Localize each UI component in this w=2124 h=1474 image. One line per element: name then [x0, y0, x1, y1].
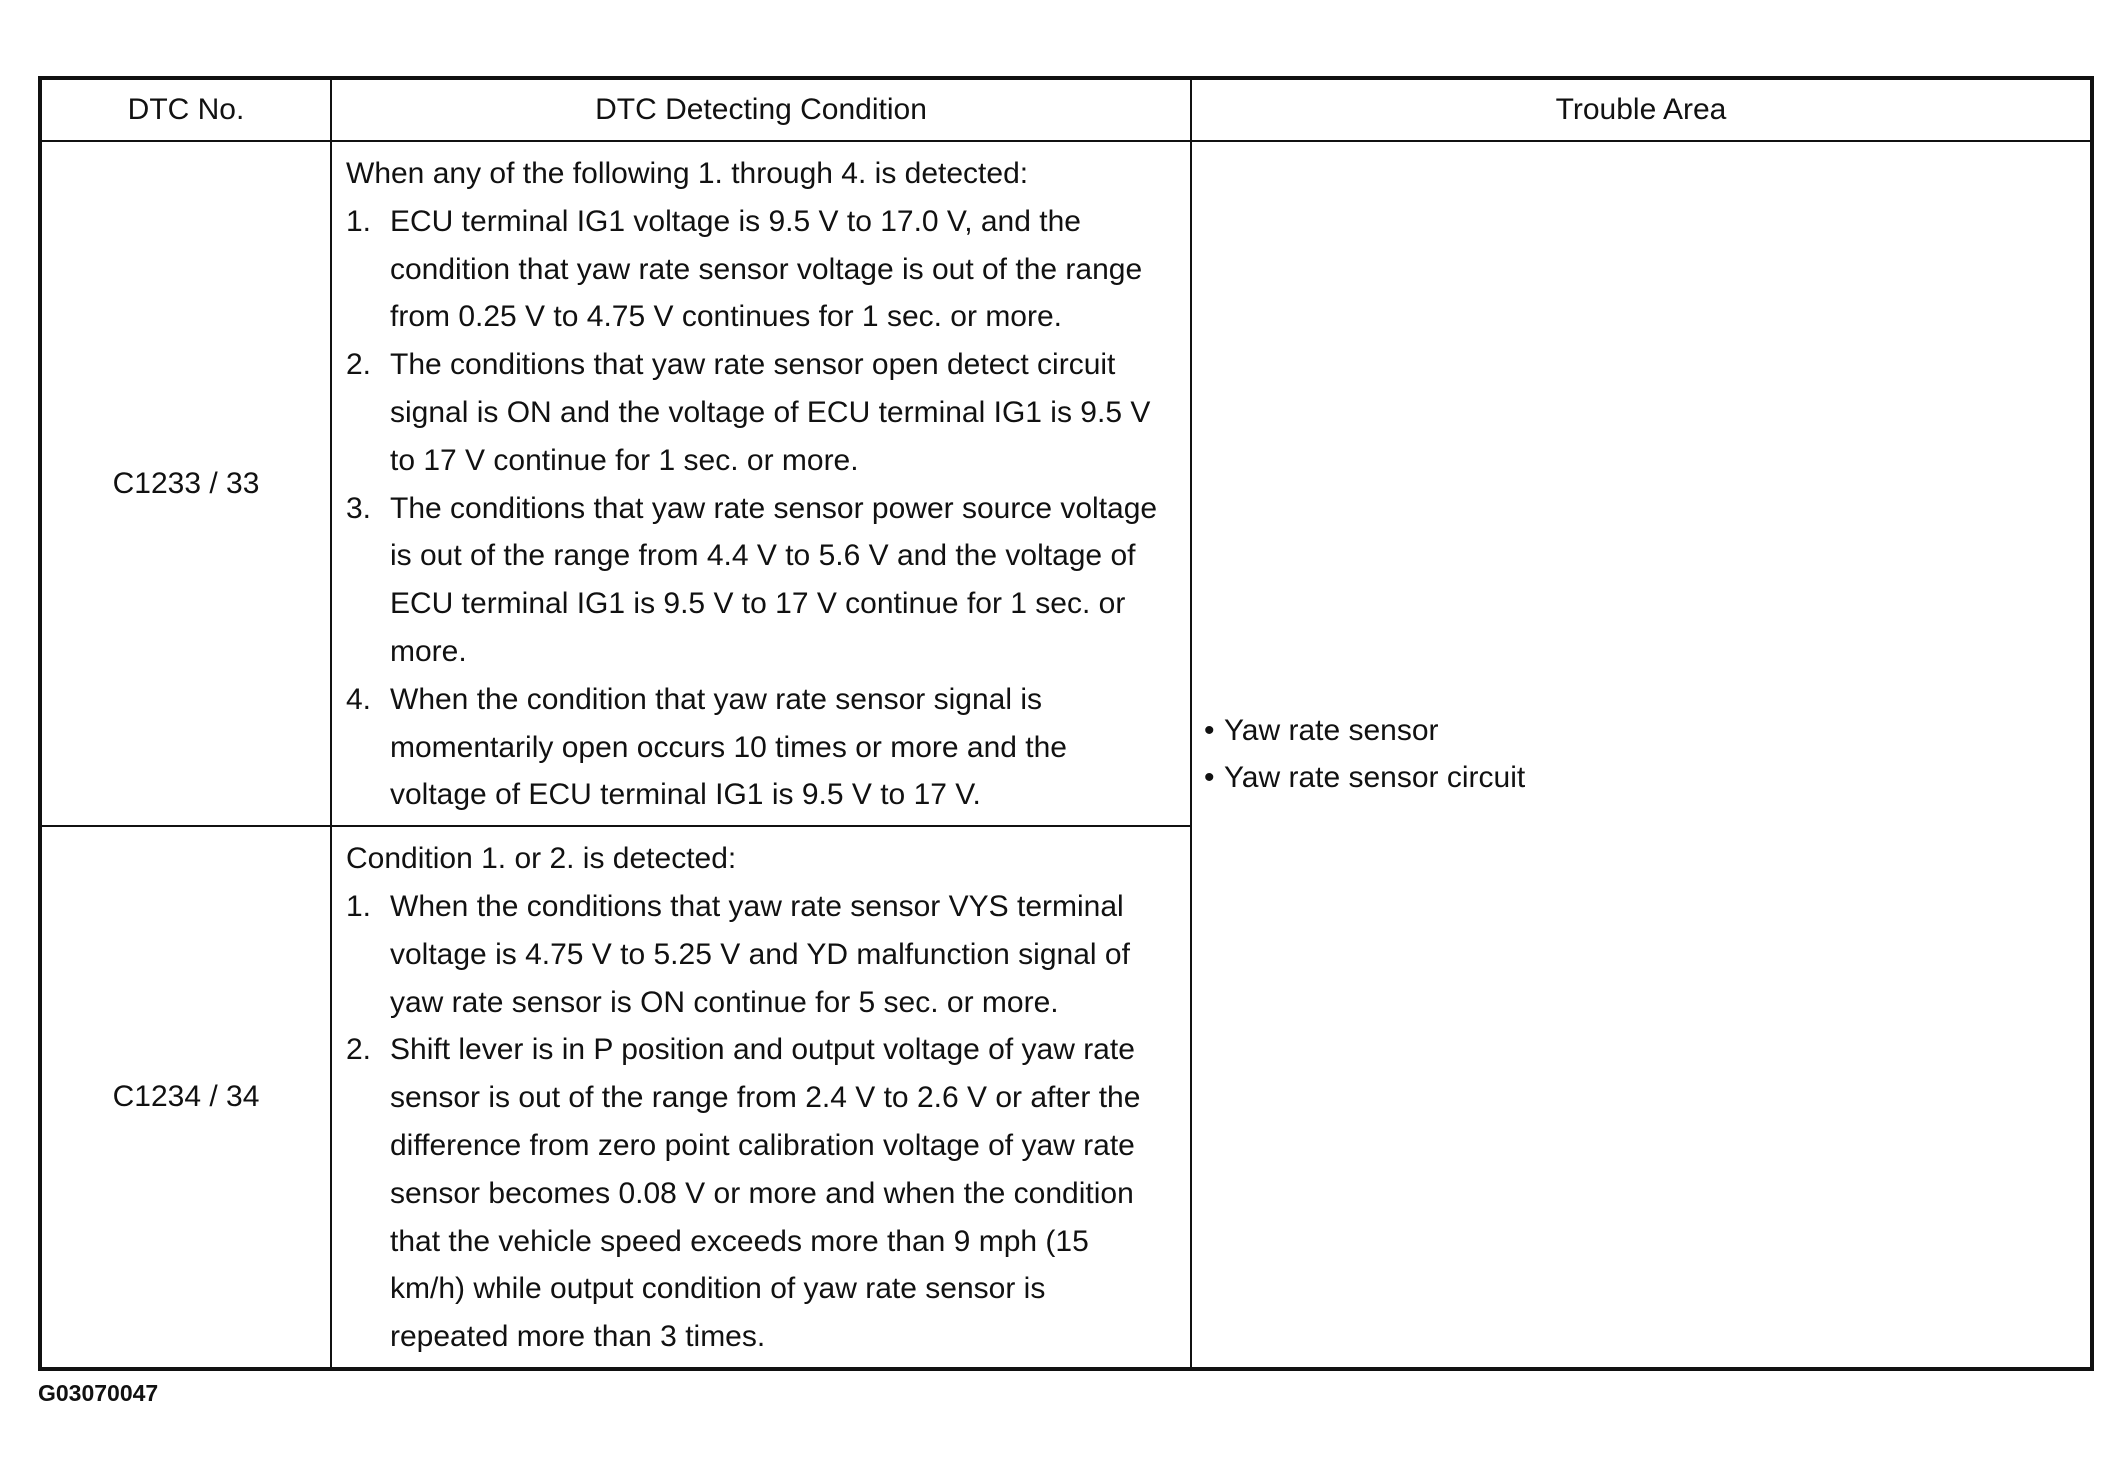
header-row: [40, 78, 2092, 141]
condition-number: 4.: [346, 682, 372, 716]
dtc-number-cell: C1233 / 33: [40, 141, 331, 826]
figure-code: G03070047: [38, 1380, 159, 1406]
condition-text: When the condition that yaw rate sensor signal is momentarily open occurs 10 times or more and the voltage of ECU terminal IG1 is 9.5 V to 17 V.: [390, 682, 1067, 812]
condition-item: [346, 485, 1172, 676]
header-dtc-no: DTC No.: [40, 78, 331, 141]
condition-number: 1.: [346, 889, 372, 923]
condition-text: ECU terminal IG1 voltage is 9.5 V to 17.0 V, and the condition that yaw rate sensor voltage is out of the range from 0.25 V to 4.75 V continues for 1 sec. or more.: [390, 204, 1143, 334]
condition-list: [346, 883, 1172, 1361]
condition-list: [346, 198, 1172, 819]
condition-text: Shift lever is in P position and output voltage of yaw rate sensor is out of the range from 2.4 V to 2.6 V or after the difference from zero point calibration voltage of yaw rate sensor becomes 0.08 V or more and when the condition that the vehicle speed exceeds more than 9 mph (15 km/h) while output condition of yaw rate sensor is repeated more than 3 times.: [390, 1033, 1141, 1354]
dtc-table: [38, 76, 2094, 1371]
condition-intro: When any of the following 1. through 4. is detected:: [346, 157, 1029, 190]
condition-text: The conditions that yaw rate sensor power source voltage is out of the range from 4.4 V to 5.6 V and the voltage of ECU terminal IG1 is 9.5 V to 17 V continue for 1 sec. or more.: [390, 491, 1158, 668]
table-row: [40, 141, 2092, 826]
trouble-area-item: • Yaw rate sensor: [1204, 707, 2078, 755]
condition-text: The conditions that yaw rate sensor open detect circuit signal is ON and the voltage of ECU terminal IG1 is 9.5 V to 17 V continue for 1 sec. or more.: [390, 348, 1151, 477]
condition-item: [346, 341, 1172, 484]
condition-item: [346, 676, 1172, 819]
dtc-number-cell: C1234 / 34: [40, 826, 331, 1369]
trouble-area-item: • Yaw rate sensor circuit: [1204, 754, 2078, 802]
detecting-condition-cell: [331, 826, 1191, 1369]
condition-item: [346, 1026, 1172, 1361]
condition-item: [346, 198, 1172, 341]
condition-number: 2.: [346, 1033, 372, 1067]
condition-intro: Condition 1. or 2. is detected:: [346, 842, 737, 876]
condition-text: When the conditions that yaw rate sensor VYS terminal voltage is 4.75 V to 5.25 V and YD malfunction signal of yaw rate sensor is ON continue for 5 sec. or more.: [390, 889, 1130, 1019]
condition-number: 3.: [346, 491, 372, 525]
header-detecting-condition: DTC Detecting Condition: [331, 78, 1191, 141]
condition-number: 2.: [346, 348, 372, 382]
trouble-area-list: [1204, 707, 2078, 803]
condition-item: [346, 883, 1172, 1026]
header-trouble-area: Trouble Area: [1191, 78, 2092, 141]
condition-number: 1.: [346, 204, 372, 238]
detecting-condition-cell: [331, 141, 1191, 826]
trouble-area-cell: [1191, 141, 2092, 1369]
